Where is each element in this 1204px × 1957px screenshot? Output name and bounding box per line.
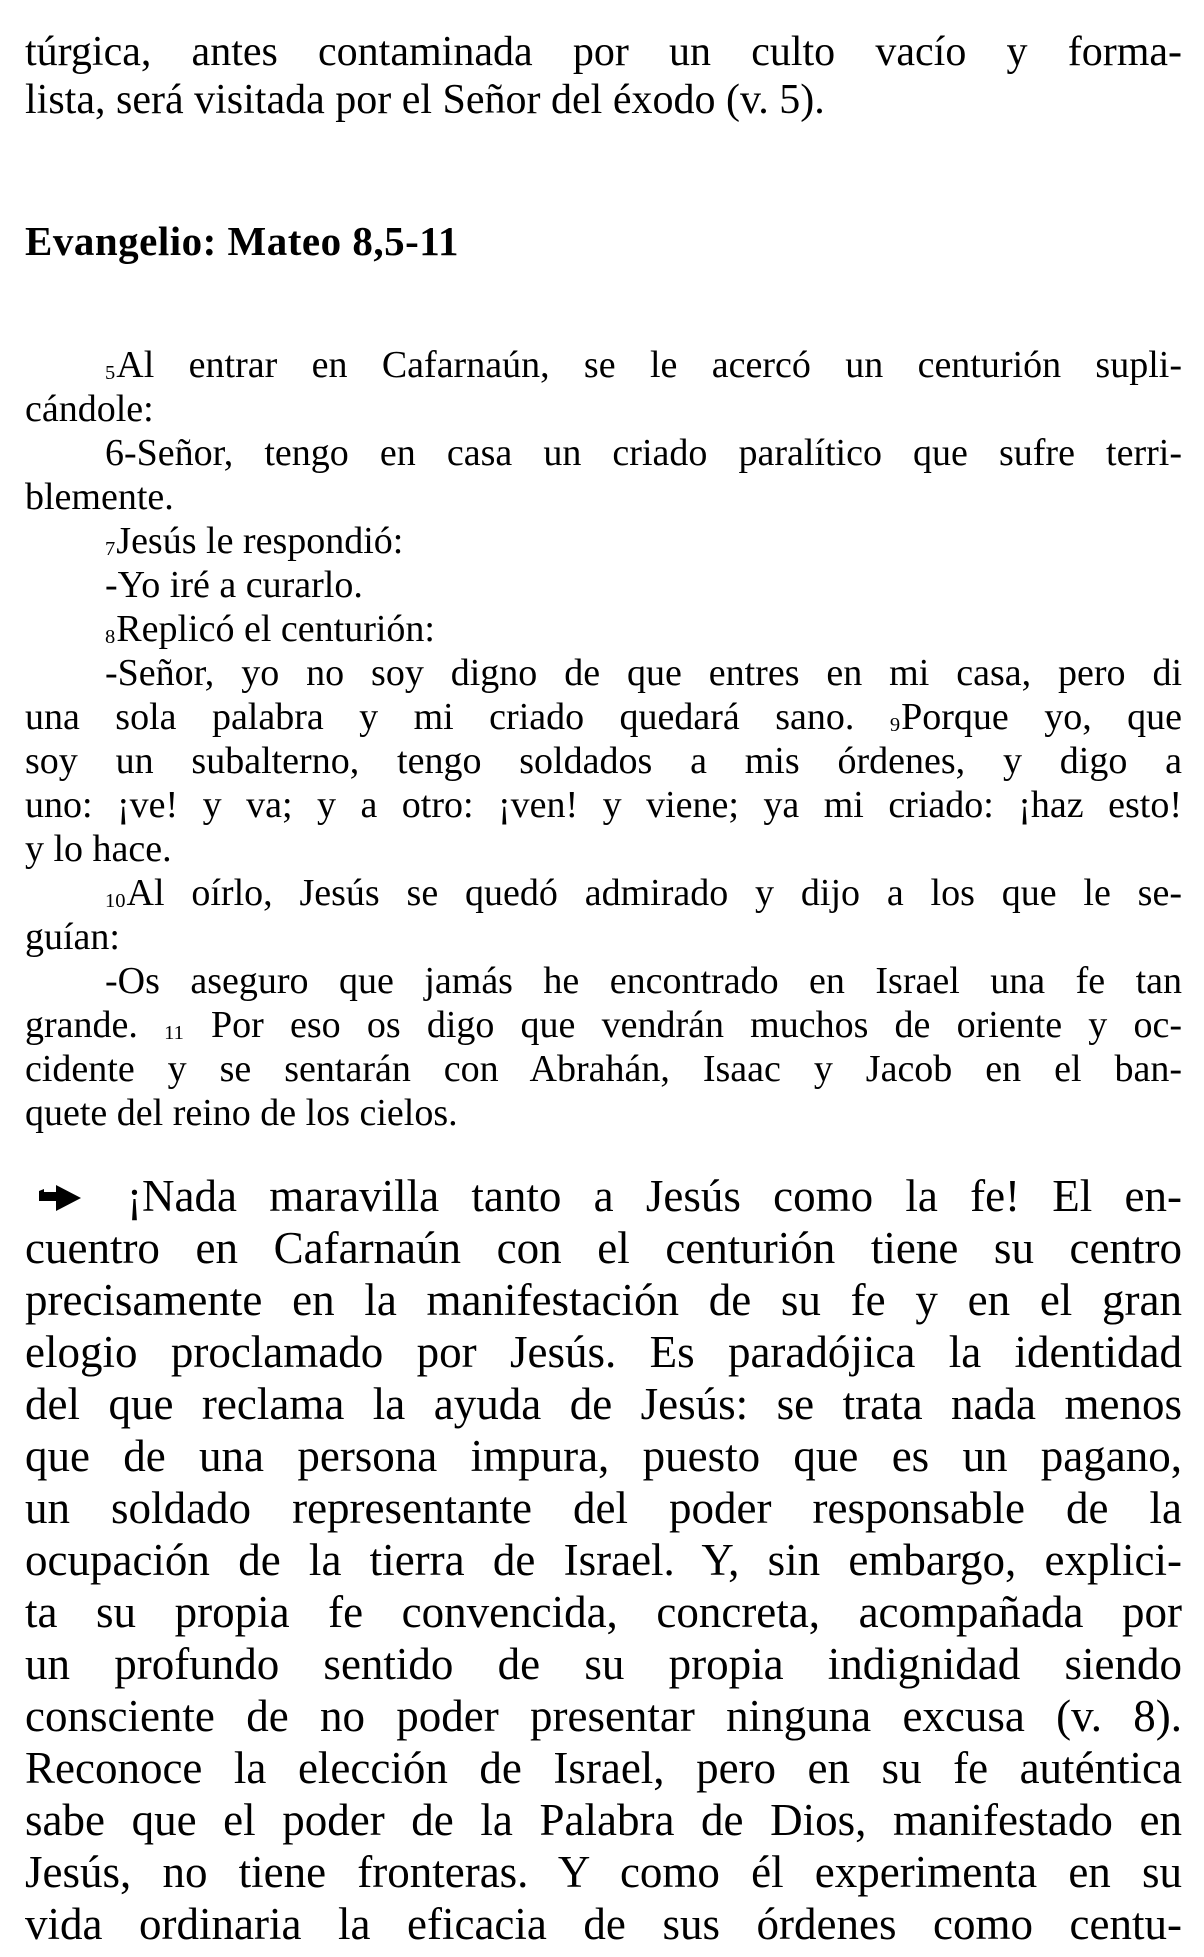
text-line: 8Replicó el centurión: <box>105 608 435 650</box>
gospel-passage <box>25 343 1182 1135</box>
text-line: blemente. <box>25 476 174 518</box>
text-line: y lo hace. <box>25 828 172 870</box>
text-line: 6-Señor, tengo en casa un criado paralítico que sufre terri- <box>105 432 1182 474</box>
text-line: cuentro en Cafarnaún con el centurión tiene su centro <box>25 1223 1182 1273</box>
text-line: Reconoce la elección de Israel, pero en su fe auténtica <box>25 1743 1182 1793</box>
text-line: quete del reino de los cielos. <box>25 1092 458 1134</box>
verse-number: 8 <box>105 625 116 648</box>
verse-number: 7 <box>105 537 116 560</box>
text-line: túrgica, antes contaminada por un culto vacío y forma- <box>25 29 1182 75</box>
right-arrow-icon <box>39 1184 81 1212</box>
text-line: consciente de no poder presentar ninguna excusa (v. 8). <box>25 1691 1182 1741</box>
intro-paragraph <box>25 16 1182 124</box>
text-line: del que reclama la ayuda de Jesús: se trata nada menos <box>25 1379 1182 1429</box>
text-line: vida ordinaria la eficacia de sus órdenes como centu- <box>25 1899 1182 1949</box>
verse-number: 9 <box>889 713 901 736</box>
text-line: ocupación de la tierra de Israel. Y, sin embargo, explici- <box>25 1535 1182 1585</box>
text-line: elogio proclamado por Jesús. Es paradójica la identidad <box>25 1327 1182 1377</box>
text-line: precisamente en la manifestación de su fe y en el gran <box>25 1275 1182 1325</box>
text-line: -Yo iré a curarlo. <box>105 564 363 606</box>
text-line: 10Al oírlo, Jesús se quedó admirado y dijo a los que le se- <box>105 872 1182 914</box>
text-line: uno: ¡ve! y va; y a otro: ¡ven! y viene; ya mi criado: ¡haz esto! <box>25 784 1182 826</box>
text-line: cándole: <box>25 388 154 430</box>
text-line: lista, será visitada por el Señor del éxodo (v. 5). <box>25 77 825 123</box>
text-line: soy un subalterno, tengo soldados a mis órdenes, y digo a <box>25 740 1182 782</box>
text-line: Jesús, no tiene fronteras. Y como él experimenta en su <box>25 1847 1182 1897</box>
verse-number: 10 <box>105 889 126 912</box>
commentary-paragraph <box>25 1170 1182 1950</box>
verse-number: 11 <box>164 1021 184 1044</box>
text-line: 5Al entrar en Cafarnaún, se le acercó un centurión supli- <box>105 344 1182 386</box>
text-line: ¡Nada maravilla tanto a Jesús como la fe! El en- <box>25 1170 1182 1222</box>
text-line: 7Jesús le respondió: <box>105 520 404 562</box>
text-line: un profundo sentido de su propia indignidad siendo <box>25 1639 1182 1689</box>
text-line: que de una persona impura, puesto que es un pagano, <box>25 1431 1182 1481</box>
text-line: -Señor, yo no soy digno de que entres en mi casa, pero di <box>105 652 1182 694</box>
text-line: grande. 11 Por eso os digo que vendrán muchos de oriente y oc- <box>25 1004 1182 1046</box>
text-line: ta su propia fe convencida, concreta, acompañada por <box>25 1587 1182 1637</box>
text-line: cidente y se sentarán con Abrahán, Isaac y Jacob en el ban- <box>25 1048 1182 1090</box>
verse-number: 5 <box>105 361 116 384</box>
text-line: guían: <box>25 916 120 958</box>
text-line: -Os aseguro que jamás he encontrado en Israel una fe tan <box>105 960 1182 1002</box>
text-line: una sola palabra y mi criado quedará sano. 9Porque yo, que <box>25 696 1182 738</box>
text-line: sabe que el poder de la Palabra de Dios, manifestado en <box>25 1795 1182 1845</box>
text-line: un soldado representante del poder responsable de la <box>25 1483 1182 1533</box>
gospel-heading: Evangelio: Mateo 8,5-11 <box>25 218 459 264</box>
